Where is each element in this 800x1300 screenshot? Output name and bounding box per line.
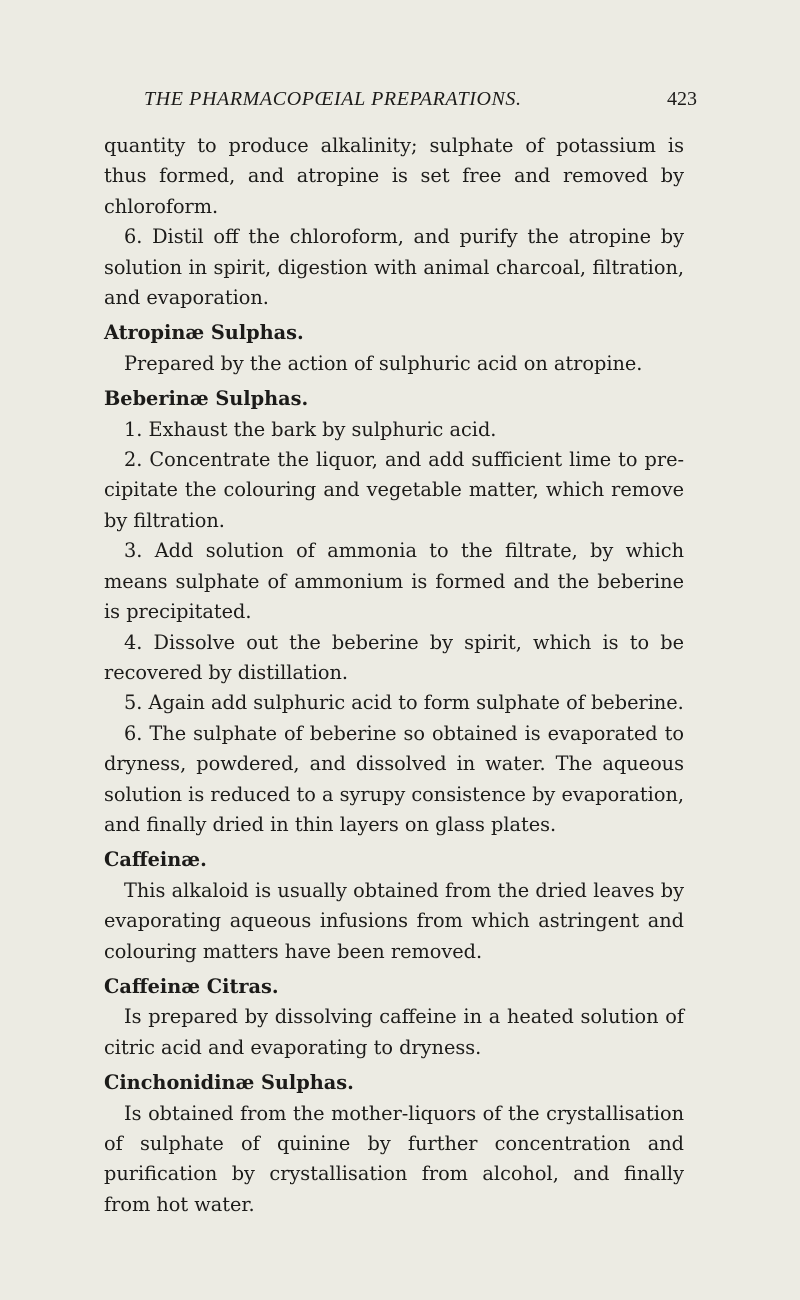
paragraph-continuation: quantity to produce alkalinity; sulphate of potassium is thus formed, and atropine is set free and removed by chloroform. bbox=[104, 134, 684, 218]
step-6-sulphate: 6. The sulphate of beberine so obtained is evaporated to dryness, powdered, and dissolved in water. The aqueous solution is reduced to a syrupy consistence by evaporation, and finally dried in thin layers on glass plates. bbox=[104, 721, 684, 836]
paragraph-caffeinae: This alkaloid is usually obtained from the dried leaves by evaporating aqueous infusions from which astringent and colouring matters have been removed. bbox=[104, 878, 684, 963]
step-3-ammonia: 3. Add solution of ammonia to the filtrate, by which means sulphate of ammonium is formed and the beberine is precipitated. bbox=[104, 539, 684, 624]
step-4-dissolve: 4. Dissolve out the beberine by spirit, which is to be recovered by distillation. bbox=[104, 630, 684, 684]
running-header bbox=[0, 88, 800, 118]
page-body bbox=[104, 131, 684, 1220]
paragraph-atropinae: Prepared by the action of sulphuric acid on atropine. bbox=[124, 351, 643, 375]
paragraph-caffeinae-citras: Is prepared by dissolving caffeine in a heated solution of citric acid and evaporating to dryness. bbox=[104, 1005, 684, 1059]
page-number: 423 bbox=[667, 88, 697, 110]
heading-caffeinae: Caffeinæ. bbox=[104, 848, 207, 872]
heading-beberinae-sulphas: Beberinæ Sulphas. bbox=[104, 387, 309, 411]
step-5-sulphuric: 5. Again add sulphuric acid to form sulphate of beberine. bbox=[124, 691, 684, 715]
paragraph-cinchonidinae: Is obtained from the mother-liquors of the crystallisation of sulphate of quinine by further concentration and purification by crystallisation from alcohol, and finally from hot water. bbox=[104, 1101, 684, 1216]
heading-atropinae-sulphas: Atropinæ Sulphas. bbox=[104, 321, 304, 345]
heading-caffeinae-citras: Caffeinæ Citras. bbox=[104, 974, 279, 998]
step-6-distil: 6. Distil off the chloroform, and purify the atropine by solution in spirit, digestion with animal charcoal, filtration, and evaporation. bbox=[104, 225, 684, 310]
step-2-concentrate: 2. Concentrate the liquor, and add sufficient lime to pre-cipitate the colouring and vegetable matter, which remove by filtration. bbox=[104, 448, 684, 532]
step-1-exhaust: 1. Exhaust the bark by sulphuric acid. bbox=[124, 417, 497, 441]
heading-cinchonidinae-sulphas: Cinchonidinæ Sulphas. bbox=[104, 1071, 354, 1095]
running-title: THE PHARMACOPŒIAL PREPARATIONS. bbox=[144, 88, 522, 110]
